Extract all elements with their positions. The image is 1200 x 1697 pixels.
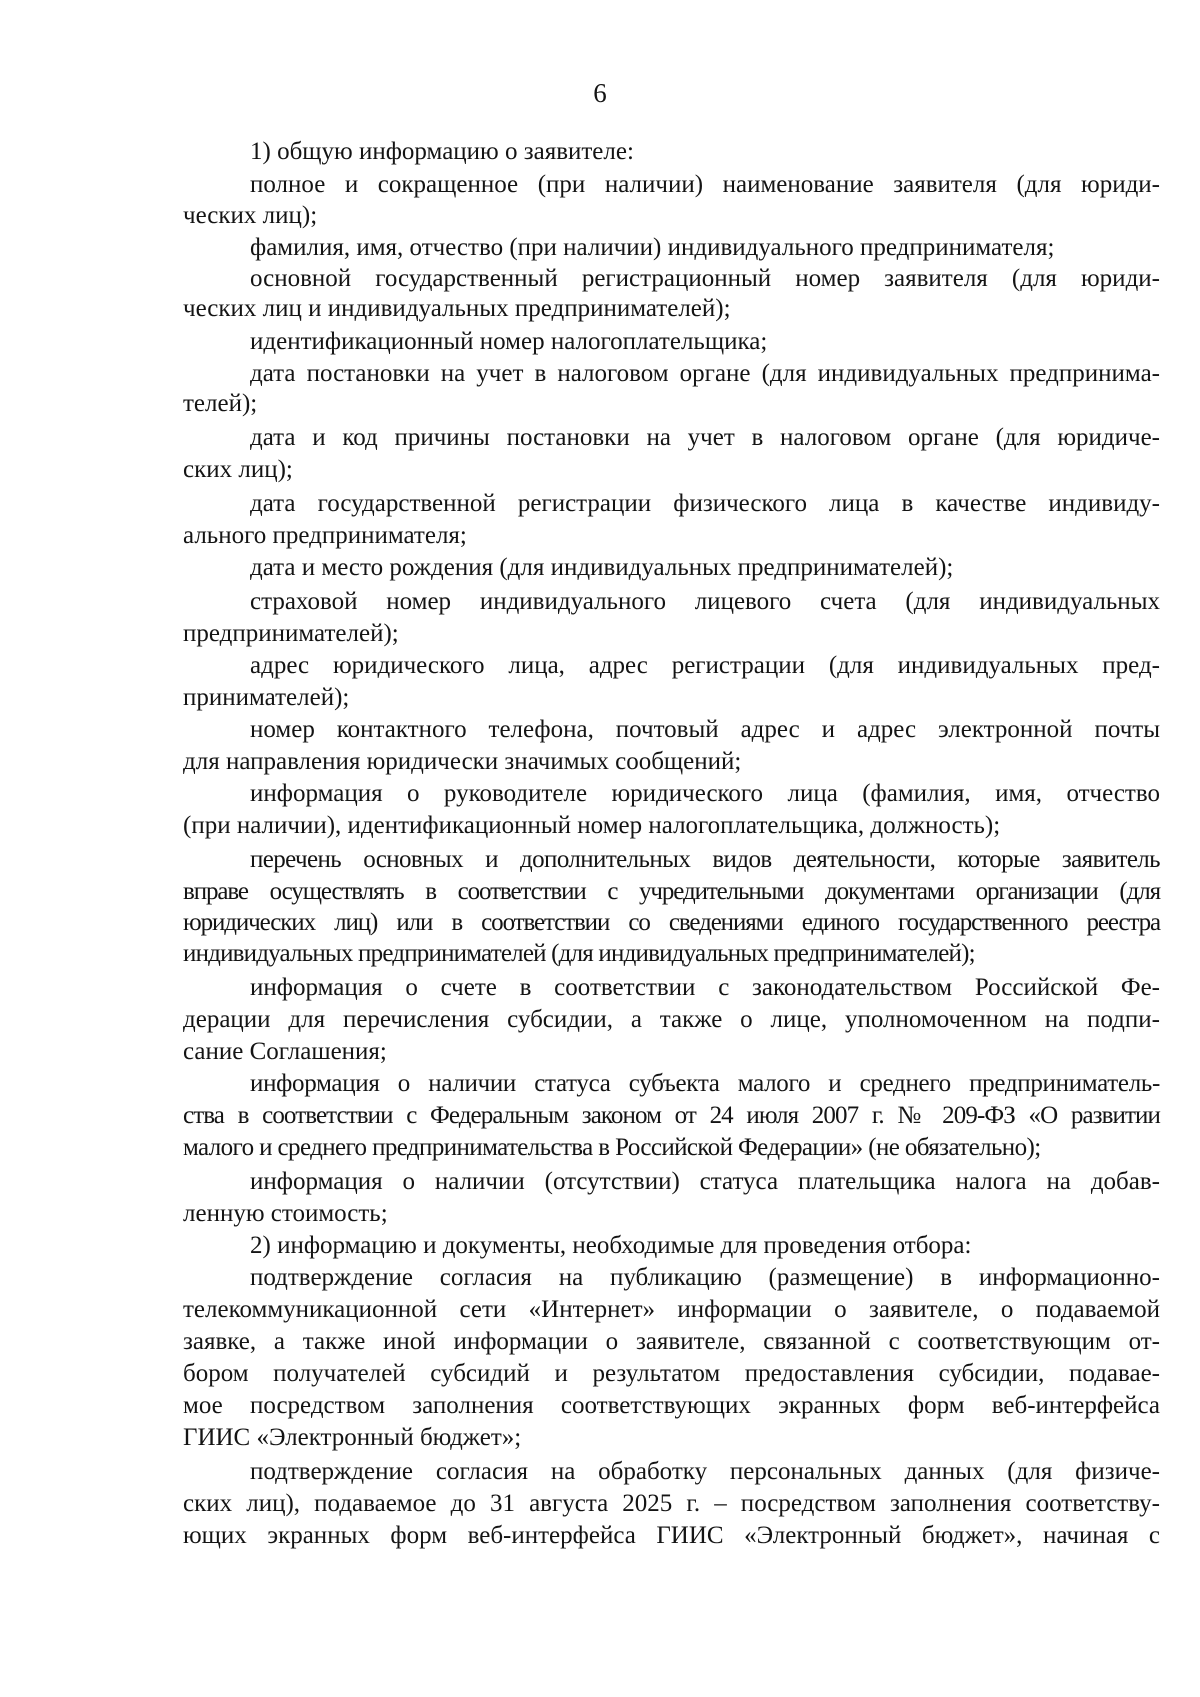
paragraph-line: индивидуальных предпринимателей (для индивидуальных предпринимателей); <box>183 940 975 967</box>
paragraph-line: дата государственной регистрации физического лица в качестве индивиду- <box>250 490 1160 517</box>
paragraph-line: принимателей); <box>183 684 350 711</box>
paragraph-line: адрес юридического лица, адрес регистрации (для индивидуальных пред- <box>250 652 1160 679</box>
paragraph-line: информация о наличии статуса субъекта малого и среднего предприниматель- <box>250 1070 1160 1097</box>
page-number: 6 <box>593 78 607 108</box>
paragraph-line: ства в соответствии с Федеральным законом от 24 июля 2007 г. № 209-ФЗ «О развитии <box>183 1102 1160 1129</box>
paragraph-line: полное и сокращенное (при наличии) наименование заявителя (для юриди- <box>250 171 1160 198</box>
paragraph-line: для направления юридически значимых сообщений; <box>183 748 742 775</box>
paragraph-line: дата постановки на учет в налоговом органе (для индивидуальных предпринима- <box>250 360 1160 387</box>
paragraph-line: номер контактного телефона, почтовый адрес и адрес электронной почты <box>250 716 1160 743</box>
paragraph-line: информация о руководителе юридического лица (фамилия, имя, отчество <box>250 780 1160 807</box>
paragraph-line: подтверждение согласия на публикацию (размещение) в информационно- <box>250 1264 1160 1291</box>
paragraph-line: информация о наличии (отсутствии) статуса плательщика налога на добав- <box>250 1168 1160 1195</box>
paragraph-line: ческих лиц и индивидуальных предпринимателей); <box>183 295 731 322</box>
paragraph-line: заявке, а также иной информации о заявителе, связанной с соответствующим от- <box>183 1328 1160 1355</box>
paragraph-line: перечень основных и дополнительных видов деятельности, которые заявитель <box>250 846 1160 873</box>
paragraph-line: мое посредством заполнения соответствующих экранных форм веб-интерфейса <box>183 1392 1160 1419</box>
paragraph-line: ленную стоимость; <box>183 1200 388 1227</box>
paragraph-line: фамилия, имя, отчество (при наличии) индивидуального предпринимателя; <box>250 234 1055 261</box>
paragraph-line: ческих лиц); <box>183 202 318 229</box>
paragraph-line: ских лиц); <box>183 456 293 483</box>
paragraph-line: юридических лиц) или в соответствии со сведениями единого государственного реестра <box>183 909 1160 936</box>
paragraph-line: идентификационный номер налогоплательщика; <box>250 328 768 355</box>
paragraph-line: основной государственный регистрационный номер заявителя (для юриди- <box>250 265 1160 292</box>
paragraph-line: предпринимателей); <box>183 620 399 647</box>
paragraph-line: страховой номер индивидуального лицевого счета (для индивидуальных <box>250 588 1160 615</box>
paragraph-line: бором получателей субсидий и результатом предоставления субсидии, подавае- <box>183 1360 1160 1387</box>
paragraph-line: сание Соглашения; <box>183 1038 387 1065</box>
paragraph-line: телекоммуникационной сети «Интернет» информации о заявителе, о подаваемой <box>183 1296 1160 1323</box>
paragraph-line: ГИИС «Электронный бюджет»; <box>183 1424 522 1451</box>
paragraph-line: информация о счете в соответствии с законодательством Российской Фе- <box>250 974 1160 1001</box>
paragraph-line: 2) информацию и документы, необходимые для проведения отбора: <box>250 1232 972 1259</box>
paragraph-line: дерации для перечисления субсидии, а также о лице, уполномоченном на подпи- <box>183 1006 1160 1033</box>
paragraph-line: вправе осуществлять в соответствии с учредительными документами организации (для <box>183 878 1160 905</box>
paragraph-line: малого и среднего предпринимательства в Российской Федерации» (не обязательно); <box>183 1134 1041 1161</box>
paragraph-line: дата и место рождения (для индивидуальных предпринимателей); <box>250 554 954 581</box>
paragraph-line: ального предпринимателя; <box>183 522 467 549</box>
paragraph-line: телей); <box>183 390 258 417</box>
paragraph-line: дата и код причины постановки на учет в налоговом органе (для юридиче- <box>250 424 1160 451</box>
paragraph-line: 1) общую информацию о заявителе: <box>250 138 634 165</box>
paragraph-line: ских лиц), подаваемое до 31 августа 2025 г. – посредством заполнения соответству- <box>183 1490 1160 1517</box>
paragraph-line: подтверждение согласия на обработку персональных данных (для физиче- <box>250 1458 1160 1485</box>
paragraph-line: (при наличии), идентификационный номер налогоплательщика, должность); <box>183 812 1001 839</box>
paragraph-line: ющих экранных форм веб-интерфейса ГИИС «Электронный бюджет», начиная с <box>183 1522 1160 1549</box>
